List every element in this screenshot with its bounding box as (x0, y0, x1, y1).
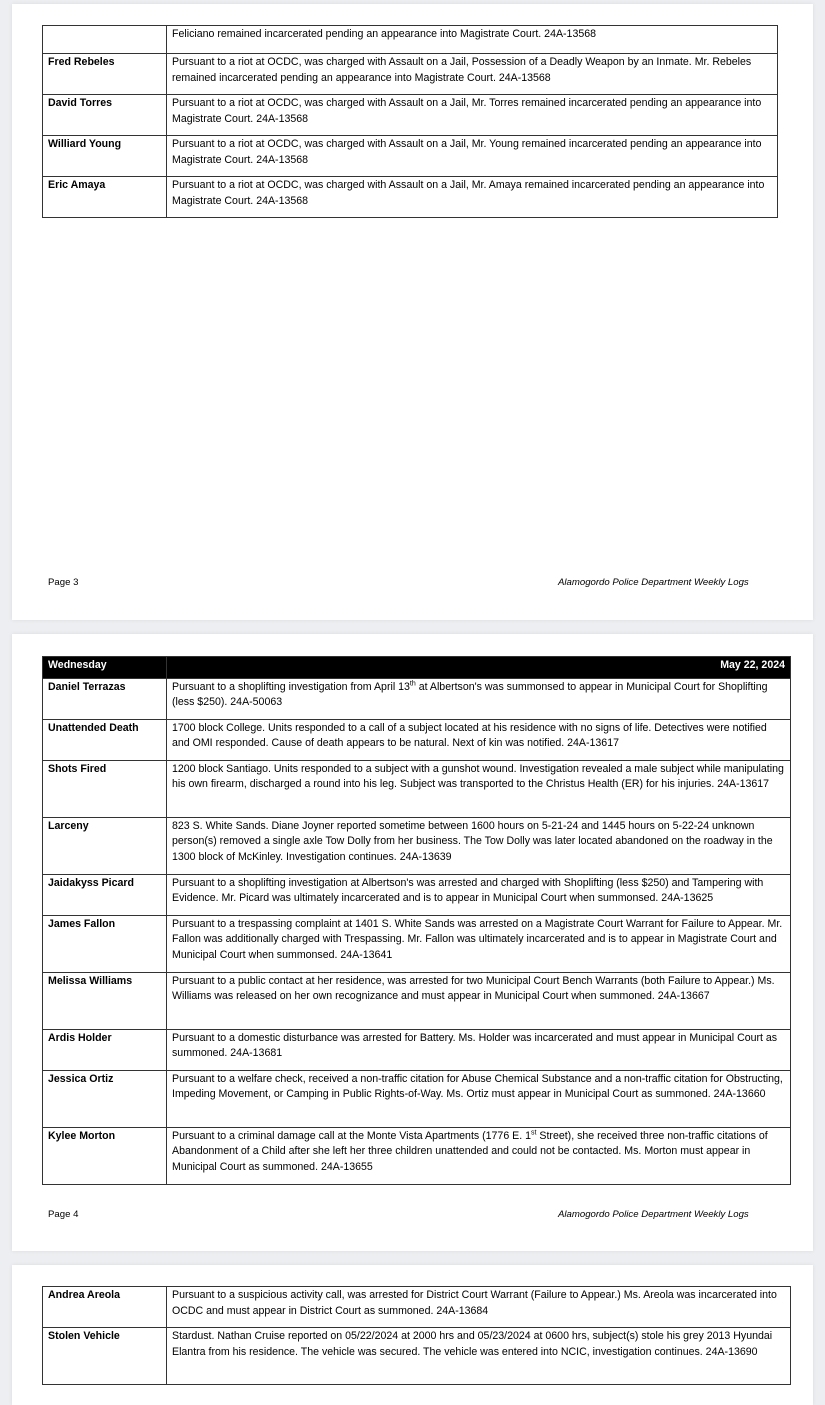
table-row (43, 177, 778, 218)
entry-description: Pursuant to a riot at OCDC, was charged with Assault on a Jail, Mr. Amaya remained incarcerated pending an appearance into Magistrate Court. 24A-13568 (167, 177, 778, 218)
log-table (42, 25, 778, 218)
entry-description: Pursuant to a riot at OCDC, was charged with Assault on a Jail, Mr. Torres remained incarcerated pending an appearance into Magistrate Court. 24A-13568 (167, 95, 778, 136)
entry-name: Unattended Death (43, 719, 167, 760)
entry-name: Larceny (43, 817, 167, 874)
entry-description: Pursuant to a riot at OCDC, was charged with Assault on a Jail, Possession of a Deadly Weapon by an Inmate. Mr. Rebeles remained incarcerated pending an appearance into Magistrate Court. 24A-13568 (167, 54, 778, 95)
page-number: Page 4 (48, 1209, 79, 1220)
entry-name: Shots Fired (43, 760, 167, 817)
entry-name: Ardis Holder (43, 1029, 167, 1070)
entry-name: James Fallon (43, 915, 167, 972)
entry-description: 823 S. White Sands. Diane Joyner reported sometime between 1600 hours on 5-21-24 and 1445 hours on 5-22-24 unknown person(s) removed a single axle Tow Dolly from her business. The Tow Dolly was later located abandoned on the roadway in the 1300 block of McKinley. Investigation continues. 24A-13639 (167, 817, 791, 874)
entry-description: Pursuant to a welfare check, received a non-traffic citation for Abuse Chemical Substance and a non-traffic citation for Obstructing, Impeding Movement, or Camping in Public Rights-of-Way. Ms. Ortiz must appear in Municipal Court as summoned. 24A-13660 (167, 1070, 791, 1127)
log-table (42, 656, 791, 1185)
entry-description: 1700 block College. Units responded to a call of a subject located at his residence with no signs of life. Detectives were notified and OMI responded. Cause of death appears to be natural. Next of kin was notified. 24A-13617 (167, 719, 791, 760)
entry-description: Feliciano remained incarcerated pending an appearance into Magistrate Court. 24A-13568 (167, 26, 778, 54)
entry-name: David Torres (43, 95, 167, 136)
entry-description: Pursuant to a trespassing complaint at 1401 S. White Sands was arrested on a Magistrate Court Warrant for Failure to Appear. Mr. Fallon was additionally charged with Trespassing. Mr. Fallon was ultimately incarcerated and is to appear in Magistrate Court and Municipal Court when summonsed. 24A-13641 (167, 915, 791, 972)
table-row (43, 678, 791, 719)
table-row (43, 95, 778, 136)
table-row (43, 1029, 791, 1070)
entry-name: Melissa Williams (43, 972, 167, 1029)
table-row (43, 136, 778, 177)
document-page-4 (12, 634, 813, 1251)
footer-title: Alamogordo Police Department Weekly Logs (558, 1209, 749, 1220)
entry-name (43, 26, 167, 54)
table-row (43, 874, 791, 915)
entry-description: Pursuant to a suspicious activity call, was arrested for District Court Warrant (Failure to Appear.) Ms. Areola was incarcerated into OCDC and must appear in District Court as summoned. 24A-13684 (167, 1287, 791, 1328)
entry-name: Daniel Terrazas (43, 678, 167, 719)
entry-name: Kylee Morton (43, 1127, 167, 1184)
entry-description: Pursuant to a riot at OCDC, was charged with Assault on a Jail, Mr. Young remained incarcerated pending an appearance into Magistrate Court. 24A-13568 (167, 136, 778, 177)
ordinal-suffix: th (409, 679, 416, 687)
table-row (43, 54, 778, 95)
table-row (43, 1070, 791, 1127)
entry-description (167, 1127, 791, 1184)
entry-name: Eric Amaya (43, 177, 167, 218)
entry-text-part: Pursuant to a shoplifting investigation from April 13 (172, 680, 410, 693)
entry-name: Jessica Ortiz (43, 1070, 167, 1127)
table-row (43, 1287, 791, 1328)
entry-text-part: Street), she received three non-traffic citations of Abandonment of a Child after she left her three children unattended and could not be contacted. Ms. Morton must appear in Municipal Court as summoned. 24A-13655 (172, 1129, 768, 1173)
day-header (43, 657, 791, 679)
document-page-3 (12, 4, 813, 620)
document-page-5 (12, 1265, 813, 1405)
log-table (42, 1286, 791, 1385)
entry-name: Jaidakyss Picard (43, 874, 167, 915)
entry-description: Pursuant to a domestic disturbance was arrested for Battery. Ms. Holder was incarcerated and must appear in Municipal Court as summoned. 24A-13681 (167, 1029, 791, 1070)
table-row (43, 1328, 791, 1385)
table-row (43, 719, 791, 760)
entry-description: 1200 block Santiago. Units responded to a subject with a gunshot wound. Investigation revealed a male subject while manipulating his own firearm, discharged a round into his leg. Subject was transported to the Christus Health (ER) for his injuries. 24A-13617 (167, 760, 791, 817)
entry-description: Stardust. Nathan Cruise reported on 05/22/2024 at 2000 hrs and 05/23/2024 at 0600 hrs, subject(s) stole his grey 2013 Hyundai Elantra from his residence. The vehicle was secured. The vehicle was entered into NCIC, investigation continues. 24A-13690 (167, 1328, 791, 1385)
entry-name: Stolen Vehicle (43, 1328, 167, 1385)
entry-description: Pursuant to a shoplifting investigation at Albertson's was arrested and charged with Shoplifting (less $250) and Tampering with Evidence. Mr. Picard was ultimately incarcerated and is to appear in Municipal Court when summonsed. 24A-13625 (167, 874, 791, 915)
entry-text-part: at Albertson's was summonsed to appear in Municipal Court for Shoplifting (less $250). 24A-50063 (172, 680, 768, 708)
footer-title: Alamogordo Police Department Weekly Logs (558, 577, 749, 588)
entry-name: Fred Rebeles (43, 54, 167, 95)
table-row (43, 26, 778, 54)
table-row (43, 1127, 791, 1184)
table-row (43, 760, 791, 817)
entry-name: Andrea Areola (43, 1287, 167, 1328)
date-label: May 22, 2024 (167, 657, 791, 679)
entry-text-part: Pursuant to a criminal damage call at the Monte Vista Apartments (1776 E. 1 (172, 1129, 532, 1142)
entry-description: Pursuant to a public contact at her residence, was arrested for two Municipal Court Bench Warrants (both Failure to Appear.) Ms. Williams was released on her own recognizance and must appear in Municipal Court when summoned. 24A-13667 (167, 972, 791, 1029)
entry-name: Williard Young (43, 136, 167, 177)
entry-description (167, 678, 791, 719)
table-row (43, 817, 791, 874)
page-number: Page 3 (48, 577, 79, 588)
table-row (43, 915, 791, 972)
table-row (43, 972, 791, 1029)
ordinal-suffix: st (531, 1128, 537, 1136)
day-label: Wednesday (43, 657, 167, 679)
